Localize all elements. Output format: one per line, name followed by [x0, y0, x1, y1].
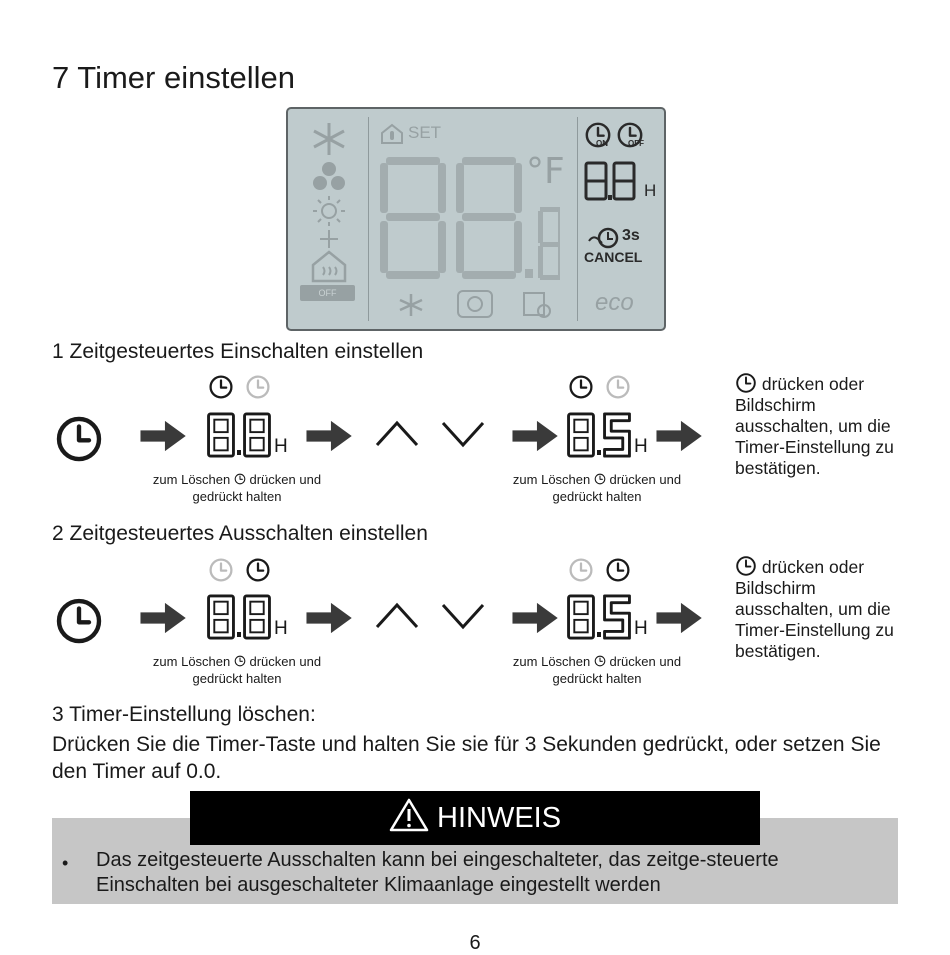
- bullet-marker: •: [62, 853, 69, 873]
- notice-bullet: Das zeitgesteuerte Ausschalten kann bei eingeschalteter, das zeitge-steuerte Einschalten bei ausgeschalteter Klimaanlage eingestellt werden: [96, 849, 779, 896]
- arrow-right-icon: [306, 601, 354, 635]
- confirm-instructions: drücken oder Bildschirm ausschalten, um die Timer-Einstellung zu bestätigen.: [735, 557, 894, 661]
- clear-hint-note: zum Löschen drücken und gedrückt halten: [512, 472, 682, 504]
- timer-digits: [584, 161, 640, 203]
- section3-heading: 3 Timer-Einstellung löschen:: [52, 703, 316, 726]
- notice-header: [190, 791, 760, 845]
- timer-off-faint-icon: [605, 374, 631, 400]
- sun-icon: [310, 195, 348, 227]
- hour-unit: H: [274, 618, 288, 639]
- timer-off-small-icon: [605, 557, 631, 583]
- plus-icon: [318, 229, 340, 249]
- section1-heading: 1 Zeitgesteuertes Einschalten einstellen: [52, 340, 424, 363]
- lcd-divider-right: [577, 117, 578, 321]
- page-number: 6: [469, 932, 481, 954]
- section3-body: Drücken Sie die Timer-Taste und halten Sie sie für 3 Sekunden gedrückt, oder setzen Sie den Timer auf 0.0.: [52, 733, 881, 783]
- arrow-right-icon: [656, 601, 704, 635]
- snowflake-icon: [310, 121, 348, 157]
- section2-heading: 2 Zeitgesteuertes Ausschalten einstellen: [52, 522, 428, 545]
- timer-button-icon: [54, 414, 104, 464]
- clock-icon: [234, 655, 246, 667]
- clock-icon: [594, 655, 606, 667]
- arrow-right-icon: [512, 419, 560, 453]
- timer-hour-unit: H: [644, 181, 657, 200]
- hold-duration: 3s: [622, 227, 640, 244]
- decimal-point: [597, 450, 601, 455]
- timer-on-small-icon: [568, 374, 594, 400]
- home-heat-icon: [310, 249, 348, 283]
- chevron-down-icon: [440, 420, 486, 450]
- clear-hint-note: zum Löschen drücken und gedrückt halten: [152, 472, 322, 504]
- timer-on-label: ON: [596, 139, 608, 148]
- clear-hint-note: zum Löschen drücken und gedrückt halten: [512, 654, 682, 686]
- lcd-display: [286, 107, 666, 331]
- digit-zero: [566, 412, 596, 458]
- digit-five: [602, 594, 632, 640]
- decimal-point: [597, 632, 601, 637]
- air-purify-icon: [456, 289, 494, 319]
- chevron-down-icon: [440, 602, 486, 632]
- off-indicator: OFF: [300, 285, 355, 301]
- chevron-up-icon: [374, 600, 420, 630]
- hour-unit: H: [274, 436, 288, 457]
- fan-icon: [310, 161, 348, 193]
- decimal-point: [237, 450, 241, 455]
- chevron-up-icon: [374, 418, 420, 448]
- timer-on-faint-icon: [208, 557, 234, 583]
- timer-on-faint-icon: [568, 557, 594, 583]
- digit-zero: [242, 594, 272, 640]
- timer-on-small-icon: [208, 374, 234, 400]
- timer-button-icon: [54, 596, 104, 646]
- digit-zero: [242, 412, 272, 458]
- frost-icon: [398, 293, 424, 317]
- decimal-point: [237, 632, 241, 637]
- cancel-label: CANCEL: [584, 249, 643, 265]
- clock-icon: [594, 473, 606, 485]
- page-title: 7 Timer einstellen: [52, 60, 295, 95]
- hour-unit: H: [634, 436, 648, 457]
- clock-icon: [735, 372, 757, 394]
- digit-five: [602, 412, 632, 458]
- filter-icon: [522, 291, 552, 319]
- eco-label: eco: [595, 289, 634, 316]
- warning-icon: [389, 798, 429, 832]
- lcd-divider-left: [368, 117, 369, 321]
- hour-unit: H: [634, 618, 648, 639]
- set-label: SET: [408, 123, 442, 142]
- clock-icon: [234, 473, 246, 485]
- timer-off-label: OFF: [628, 139, 644, 148]
- hand-press-timer-icon: [586, 227, 620, 251]
- arrow-right-icon: [656, 419, 704, 453]
- digit-zero: [206, 412, 236, 458]
- timer-off-small-icon: [245, 557, 271, 583]
- confirm-instructions: drücken oder Bildschirm ausschalten, um die Timer-Einstellung zu bestätigen.: [735, 374, 894, 478]
- digit-zero: [566, 594, 596, 640]
- arrow-right-icon: [512, 601, 560, 635]
- clear-hint-note: zum Löschen drücken und gedrückt halten: [152, 654, 322, 686]
- house-thermometer-icon: [380, 123, 404, 145]
- temp-unit: °F: [526, 151, 565, 192]
- arrow-right-icon: [140, 419, 188, 453]
- timer-off-faint-icon: [245, 374, 271, 400]
- digit-zero: [206, 594, 236, 640]
- clock-icon: [735, 555, 757, 577]
- arrow-right-icon: [140, 601, 188, 635]
- notice-title: HINWEIS: [437, 802, 562, 834]
- arrow-right-icon: [306, 419, 354, 453]
